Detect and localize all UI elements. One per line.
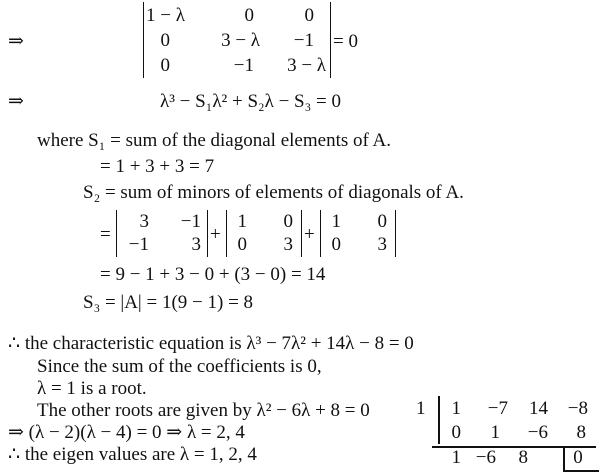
remainder-box-bottom bbox=[563, 470, 599, 472]
det-cell: 0 bbox=[304, 5, 314, 26]
s2-value: = 9 − 1 + 3 − 0 + (3 − 0) = 14 bbox=[100, 264, 326, 285]
minor-1 bbox=[116, 210, 208, 257]
s3-value: S₃ = |A| = 1(9 − 1) = 8 bbox=[83, 292, 254, 313]
plus-sign: + bbox=[304, 224, 315, 245]
det-cell: −1 bbox=[233, 55, 254, 76]
division-cell: 14 bbox=[529, 398, 548, 419]
other-roots: The other roots are given by λ² − 6λ + 8 = 0 bbox=[37, 400, 370, 421]
division-cell: −8 bbox=[567, 398, 588, 419]
division-cell: 1 bbox=[451, 447, 461, 468]
det-cell: 3 − λ bbox=[287, 55, 326, 76]
det-cell: 0 bbox=[160, 30, 170, 51]
minor-cell: 3 bbox=[191, 234, 201, 255]
det-cell: 0 bbox=[244, 5, 254, 26]
det-equals-zero: = 0 bbox=[333, 31, 358, 52]
minor-cell: 0 bbox=[283, 211, 293, 232]
minor-cell: 0 bbox=[331, 234, 341, 255]
s2-definition: S₂ = sum of minors of elements of diagonals of A. bbox=[83, 182, 464, 203]
implies-arrow-1: ⇒ bbox=[8, 31, 24, 52]
det-cell: 3 − λ bbox=[221, 30, 260, 51]
minor-cell: 3 bbox=[139, 211, 149, 232]
char-poly-general: λ³ − S₁λ² + S₂λ − S₃ = 0 bbox=[160, 91, 341, 112]
division-cell: −7 bbox=[487, 398, 508, 419]
implies-arrow-2: ⇒ bbox=[8, 91, 24, 112]
determinant-3x3 bbox=[143, 2, 331, 78]
minor-cell: 0 bbox=[237, 234, 247, 255]
minor-cell: 1 bbox=[331, 211, 341, 232]
factored-form: ⇒ (λ − 2)(λ − 4) = 0 ⇒ λ = 2, 4 bbox=[8, 422, 245, 443]
minor-2 bbox=[226, 210, 302, 257]
division-cell: 1 bbox=[490, 422, 500, 443]
s1-definition: where S₁ = sum of the diagonal elements of A. bbox=[37, 130, 391, 151]
plus-sign: + bbox=[210, 224, 221, 245]
det-cell: −1 bbox=[293, 30, 314, 51]
det-cell: 0 bbox=[160, 55, 170, 76]
s2-equals: = bbox=[100, 224, 111, 245]
remainder-box-left bbox=[563, 447, 565, 471]
minor-cell: −1 bbox=[180, 211, 201, 232]
minor-cell: 1 bbox=[237, 211, 247, 232]
characteristic-equation: ∴ the characteristic equation is λ³ − 7λ² + 14λ − 8 = 0 bbox=[8, 333, 414, 354]
minor-cell: 3 bbox=[283, 234, 293, 255]
division-cell: 0 bbox=[451, 422, 461, 443]
division-cell: −6 bbox=[475, 447, 496, 468]
minor-cell: 3 bbox=[377, 234, 387, 255]
division-cell: 1 bbox=[451, 398, 461, 419]
eigen-values: ∴ the eigen values are λ = 1, 2, 4 bbox=[8, 444, 257, 465]
division-cell: 8 bbox=[576, 422, 586, 443]
division-remainder: 0 bbox=[573, 447, 583, 468]
det-cell: 1 − λ bbox=[146, 5, 185, 26]
minor-3 bbox=[320, 210, 396, 257]
division-cell: −6 bbox=[527, 422, 548, 443]
minor-cell: −1 bbox=[128, 234, 149, 255]
division-divisor: 1 bbox=[416, 398, 426, 419]
division-vertical-bar bbox=[438, 396, 440, 444]
minor-cell: 0 bbox=[377, 211, 387, 232]
s1-value: = 1 + 3 + 3 = 7 bbox=[100, 156, 215, 177]
coefficient-note: Since the sum of the coefficients is 0, bbox=[37, 356, 322, 377]
root-note: λ = 1 is a root. bbox=[37, 378, 147, 399]
division-cell: 8 bbox=[518, 447, 528, 468]
